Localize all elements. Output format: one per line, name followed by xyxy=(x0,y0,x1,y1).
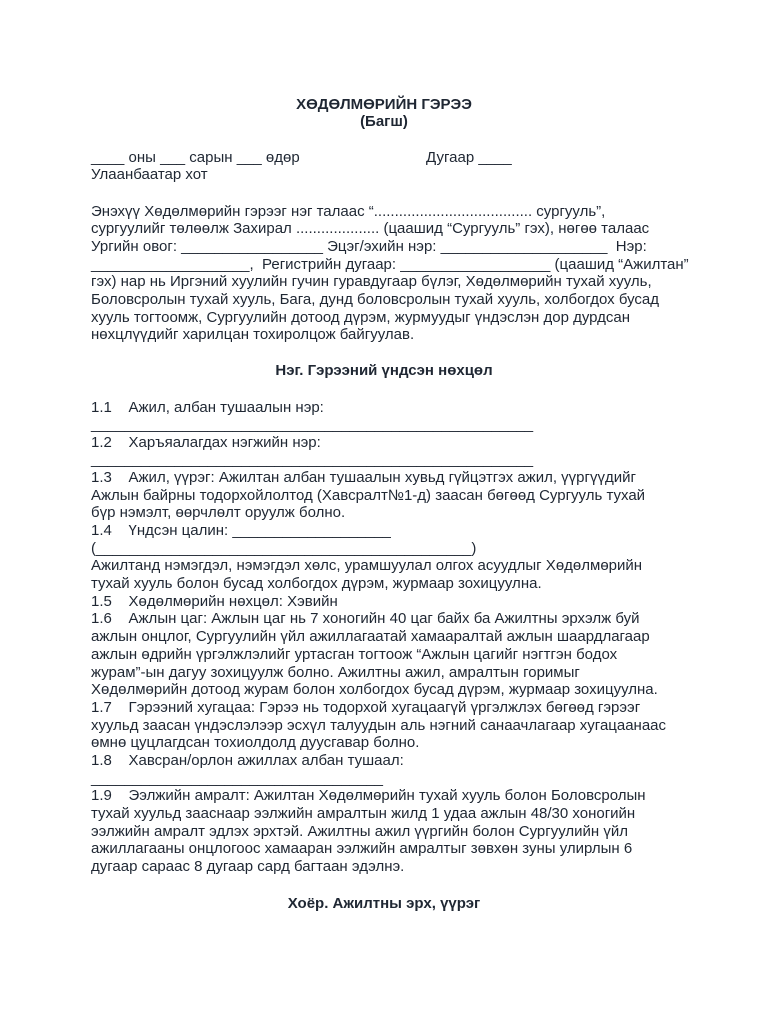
city-line: Улаанбаатар хот xyxy=(91,166,208,183)
section-2-heading: Хоёр. Ажилтны эрх, үүрэг xyxy=(287,895,481,912)
clause-line: 1.3 Ажил, үүрэг: Ажилтан албан тушаалын хувьд гүйцэтгэх ажил, үүргүүдийг xyxy=(91,469,636,486)
clause-line: дугаар сараас 8 дугаар сард багтаан эдэлнэ. xyxy=(91,858,405,875)
blank-line: ___________________________________ xyxy=(91,770,383,787)
section-1-heading: Нэг. Гэрээний үндсэн нөхцөл xyxy=(275,362,493,379)
date-line: ____ оны ___ сарын ___ өдөр xyxy=(91,149,300,166)
intro-line: гэх) нар нь Иргэний хуулийн гучин гуравдугаар бүлэг, Хөдөлмөрийн тухай хууль, xyxy=(91,273,652,290)
clause-line: ээлжийн амралт эдлэх эрхтэй. Ажилтны ажил үүргийн болон Сургуулийн үйл xyxy=(91,823,629,840)
document-title: ХӨДӨЛМӨРИЙН ГЭРЭЭ xyxy=(296,96,472,113)
clause-line: Хөдөлмөрийн дотоод журам болон холбогдох бусад дүрэм, журмаар зохицуулна. xyxy=(91,681,658,698)
clause-line: 1.4 Үндсэн цалин: ___________________ xyxy=(91,522,391,539)
clause-line: бүр нэмэлт, өөрчлөлт оруулж болно. xyxy=(91,504,346,521)
clause-line: 1.1 Ажил, албан тушаалын нэр: xyxy=(91,399,324,416)
intro-line: Ургийн овог: _________________ Эцэг/эхийн нэр: ____________________ Нэр: xyxy=(91,238,647,255)
intro-line: сургуулийг төлөөлж Захирал .................... (цаашид “Сургууль” гэх), нөгөө талаас xyxy=(91,220,650,237)
clause-line: 1.2 Харъяалагдах нэгжийн нэр: xyxy=(91,434,321,451)
clause-line: 1.7 Гэрээний хугацаа: Гэрээ нь тодорхой хугацаагүй үргэлжлэх бөгөөд гэрээг xyxy=(91,699,641,716)
clause-line: 1.6 Ажлын цаг: Ажлын цаг нь 7 хоногийн 40 цаг байх ба Ажилтны эрхэлж буй xyxy=(91,610,640,627)
clause-line: ажлын онцлог, Сургуулийн үйл ажиллагаатай хамааралтай ажлын шаардлагаар xyxy=(91,628,650,645)
blank-line: _____________________________________________________ xyxy=(91,451,534,468)
clause-line: ажлын өдрийн үргэлжлэлийг уртасган тогтоож “Ажлын цагийг нэгтгэн бодох xyxy=(91,646,618,663)
intro-line: хууль тогтоомж, Сургуулийн дотоод дүрэм, журмуудыг үндэслэн дор дурдсан xyxy=(91,309,631,326)
document-subtitle: (Багш) xyxy=(360,113,408,130)
contract-number: Дугаар ____ xyxy=(426,149,512,166)
clause-line: ажиллагааны онцлогоос хамааран ээлжийн амралтыг зөвхөн зуны улирлын 6 xyxy=(91,840,633,857)
clause-line: 1.9 Ээлжийн амралт: Ажилтан Хөдөлмөрийн тухай хууль болон Боловсролын xyxy=(91,787,646,804)
clause-line: журам”-ын дагуу зохицуулж болно. Ажилтны ажил, амралтын горимыг xyxy=(91,664,580,681)
clause-line: өмнө цуцлагдсан тохиолдолд дуусгавар болно. xyxy=(91,734,420,751)
blank-line: (_____________________________________________) xyxy=(91,540,477,557)
clause-line: тухай хуульд зааснаар ээлжийн амралтын жилд 1 удаа ажлын 48/30 хоногийн xyxy=(91,805,636,822)
clause-line: Ажилтанд нэмэгдэл, нэмэгдэл хөлс, урамшуулал олгох асуудлыг Хөдөлмөрийн xyxy=(91,557,643,574)
clause-line: хуульд заасан үндэслэлээр эсхүл талуудын аль нэгний санаачлагаар хугацаанаас xyxy=(91,717,667,734)
clause-line: Ажлын байрны тодорхойлолтод (Хавсралт№1-д) заасан бөгөөд Сургууль тухай xyxy=(91,487,646,504)
clause-line: 1.5 Хөдөлмөрийн нөхцөл: Хэвийн xyxy=(91,593,338,610)
intro-line: Боловсролын тухай хууль, Бага, дунд боловсролын тухай хууль, холбогдох бусад xyxy=(91,291,660,308)
intro-line: ___________________, Регистрийн дугаар: __________________ (цаашид “Ажилтан” xyxy=(91,256,689,273)
clause-line: 1.8 Хавсран/орлон ажиллах албан тушаал: xyxy=(91,752,404,769)
clause-line: тухай хууль болон бусад холбогдох дүрэм, журмаар зохицуулна. xyxy=(91,575,542,592)
intro-line: Энэхүү Хөдөлмөрийн гэрээг нэг талаас “...................................... сургууль”, xyxy=(91,203,606,220)
intro-line: нөхцлүүдийг харилцан тохиролцож байгуулав. xyxy=(91,326,415,343)
blank-line: _____________________________________________________ xyxy=(91,416,534,433)
